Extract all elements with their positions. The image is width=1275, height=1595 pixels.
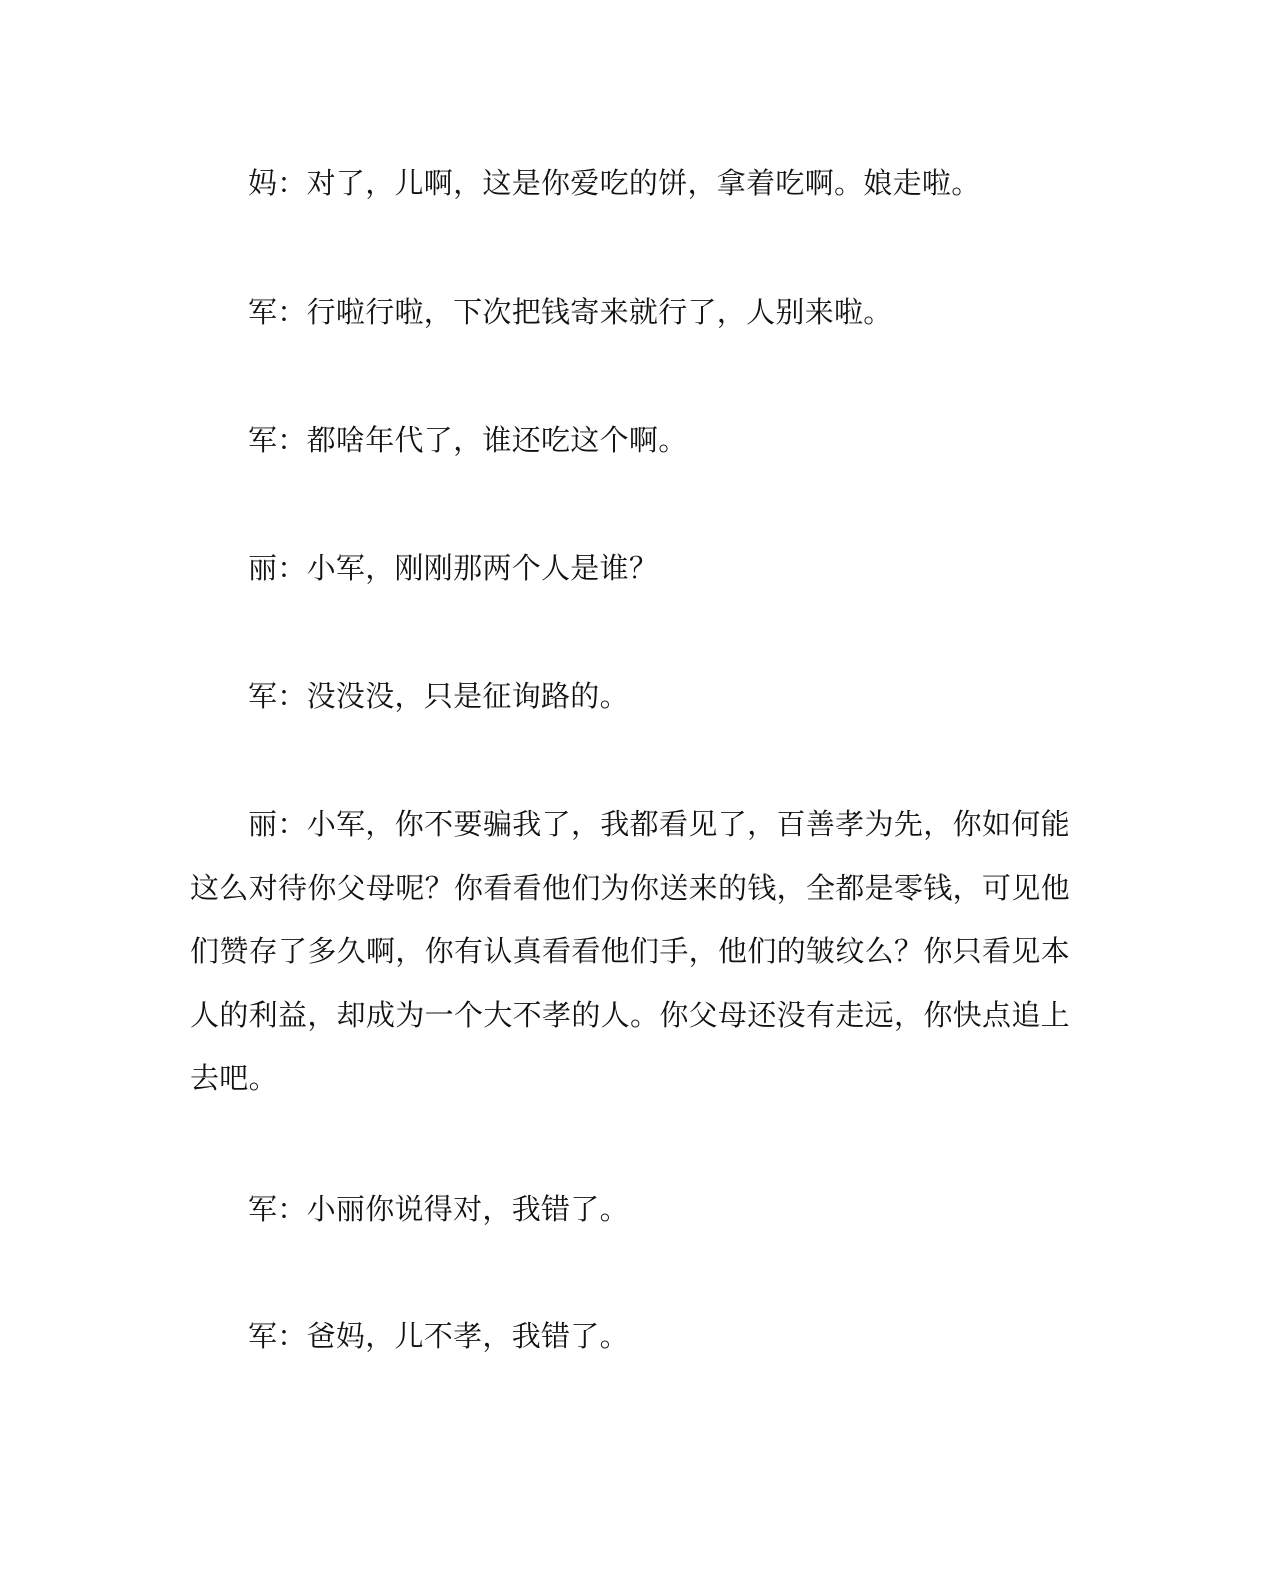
dialogue-line-jun: 军：都啥年代了，谁还吃这个啊。 (248, 423, 688, 457)
dialogue-line-jun: 军：爸妈，儿不孝，我错了。 (248, 1319, 629, 1353)
dialogue-line-jun: 军：小丽你说得对，我错了。 (248, 1192, 629, 1226)
dialogue-line-jun: 军：行啦行啦，下次把钱寄来就行了，人别来啦。 (248, 295, 893, 329)
dialogue-line-jun: 军：没没没，只是征询路的。 (248, 679, 629, 713)
dialogue-line-mother: 妈：对了，儿啊，这是你爱吃的饼，拿着吃啊。娘走啦。 (248, 166, 981, 200)
dialogue-line-li: 丽：小军，你不要骗我了，我都看见了，百善孝为先，你如何能这么对待你父母呢？你看看他们为你送来的钱，全都是零钱，可见他们赞存了多久啊，你有认真看看他们手，他们的皱纹么？你只看见本人的利益，却成为一个大不孝的人。你父母还没有走远，你快点追上去吧。 (190, 807, 1070, 1095)
dialogue-line-li: 丽：小军，刚刚那两个人是谁？ (248, 551, 659, 585)
